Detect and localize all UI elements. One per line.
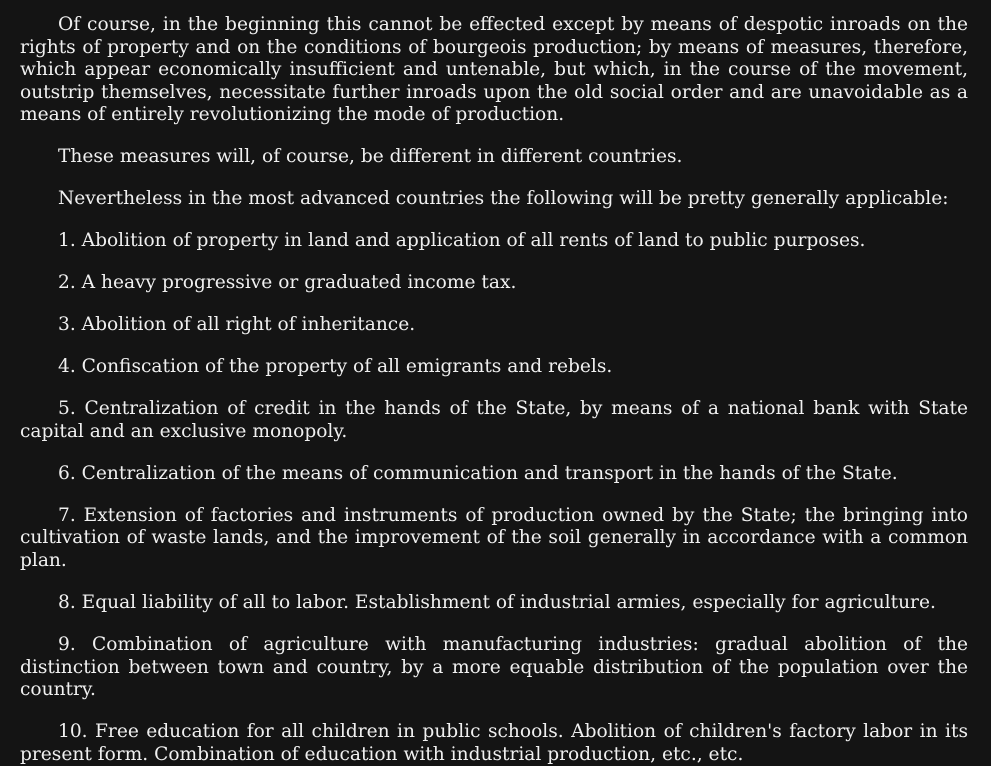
list-item-3: 3. Abolition of all right of inheritance. <box>58 314 416 336</box>
list-item-9: 9. Combination of agriculture with manufacturing industries: gradual abolition of the distinction between town and country, by a more equable distribution of the population over the country. <box>20 633 968 701</box>
list-item-8: 8. Equal liability of all to labor. Establishment of industrial armies, especially for agriculture. <box>58 592 936 613</box>
list-item-1: 1. Abolition of property in land and application of all rents of land to public purposes. <box>58 230 866 252</box>
paragraph-applicable: Nevertheless in the most advanced countries the following will be pretty generally applicable: <box>58 188 949 210</box>
list-item-6: 6. Centralization of the means of communication and transport in the hands of the State. <box>58 462 898 484</box>
list-item-7: 7. Extension of factories and instruments of production owned by the State; the bringing into cultivation of waste lands, and the improvement of the soil generally in accordance with a common plan. <box>20 504 968 572</box>
list-item-4: 4. Confiscation of the property of all emigrants and rebels. <box>58 356 613 378</box>
paragraph-measures: These measures will, of course, be different in different countries. <box>58 146 683 168</box>
list-item-2: 2. A heavy progressive or graduated income tax. <box>58 272 517 294</box>
list-item-10: 10. Free education for all children in public schools. Abolition of children's factory labor in its present form. Combination of education with industrial production, etc., etc. <box>20 721 968 765</box>
paragraph-intro: Of course, in the beginning this cannot be effected except by means of despotic inroads on the rights of property and on the conditions of bourgeois production; by means of measures, therefore, which appear economically insufficient and untenable, but which, in the course of the movement, outstrip themselves, necessitate further inroads upon the old social order and are unavoidable as a means of entirely revolutionizing the mode of production. <box>20 14 968 126</box>
list-item-5: 5. Centralization of credit in the hands of the State, by means of a national bank with State capital and an exclusive monopoly. <box>20 398 968 442</box>
